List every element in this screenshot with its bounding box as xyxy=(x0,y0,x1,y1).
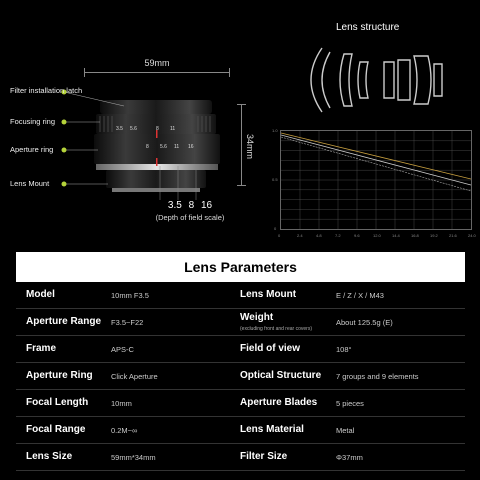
mtf-y-tick: 0.5 xyxy=(272,177,278,182)
height-dimension xyxy=(238,104,258,186)
param-label: Filter Size xyxy=(240,451,288,462)
mtf-x-tick: 7.2 xyxy=(335,233,341,238)
depth-of-field-scale xyxy=(150,200,230,222)
lens-mount xyxy=(106,170,206,188)
mtf-x-tick: 19.2 xyxy=(430,233,438,238)
param-label: Aperture Ring xyxy=(26,370,93,381)
param-value: 5 pieces xyxy=(336,399,364,408)
height-dimension-line xyxy=(241,104,242,186)
dof-label: (Depth of field scale) xyxy=(155,213,225,222)
table-row xyxy=(16,336,465,363)
width-label: 59mm xyxy=(144,58,170,68)
callout-dot xyxy=(62,182,67,187)
param-label: Aperture Blades xyxy=(240,397,318,408)
param-value: 108° xyxy=(336,345,352,354)
param-label: Field of view xyxy=(240,343,301,354)
mtf-x-tick: 16.8 xyxy=(411,233,419,238)
table-row xyxy=(16,417,465,444)
mtf-x-tick: 4.8 xyxy=(316,233,322,238)
scale-mark: 8 xyxy=(156,126,159,132)
param-value: Click Aperture xyxy=(111,372,158,381)
param-label: Focal Length xyxy=(26,397,89,408)
table-row xyxy=(16,363,465,390)
param-value: Metal xyxy=(336,426,355,435)
callout-dot xyxy=(62,120,67,125)
mtf-x-tick: 2.4 xyxy=(297,233,303,238)
scale-mark: 11 xyxy=(174,144,180,150)
lens-structure-title: Lens structure xyxy=(336,22,400,33)
param-value: 10mm F3.5 xyxy=(111,291,149,300)
param-value: 10mm xyxy=(111,399,132,408)
param-value: 59mm*34mm xyxy=(111,453,156,462)
mtf-x-tick: 0 xyxy=(278,233,281,238)
callout-aperture-ring: Aperture ring xyxy=(10,145,54,154)
param-label: Lens Material xyxy=(240,424,304,435)
callout-lens-mount: Lens Mount xyxy=(10,179,50,188)
mtf-graph xyxy=(280,130,472,230)
height-label: 34mm xyxy=(245,134,255,160)
param-value: APS-C xyxy=(111,345,134,354)
callout-filter-latch: Filter installation latch xyxy=(10,86,83,95)
scale-mark: 16 xyxy=(188,144,194,150)
param-value: 7 groups and 9 elements xyxy=(336,372,419,381)
mtf-y-tick: 0 xyxy=(274,226,277,231)
callout-dot xyxy=(62,148,67,153)
mtf-plot xyxy=(281,131,471,229)
mtf-x-tick: 21.6 xyxy=(449,233,457,238)
table-row xyxy=(16,444,465,471)
mount-flange xyxy=(112,188,200,192)
table-row xyxy=(16,390,465,417)
filter-latch-ring xyxy=(100,100,212,114)
optical-elements xyxy=(311,48,442,112)
index-mark xyxy=(156,158,158,166)
scale-mark: 8 xyxy=(146,144,149,150)
param-label: Optical Structure xyxy=(240,370,322,381)
param-label: Lens Mount xyxy=(240,289,297,300)
param-label: Lens Size xyxy=(26,451,73,462)
param-label: Focal Range xyxy=(26,424,86,435)
param-label: Weight xyxy=(240,312,274,323)
mtf-x-tick: 24.0 xyxy=(468,233,476,238)
table-row xyxy=(16,282,465,309)
param-label: Aperture Range xyxy=(26,316,102,327)
param-value: Φ37mm xyxy=(336,453,363,462)
scale-mark: 11 xyxy=(170,126,176,132)
param-value: 0.2M~∞ xyxy=(111,426,138,435)
scale-mark: 5.6 xyxy=(130,126,137,132)
mtf-x-tick: 9.6 xyxy=(354,233,360,238)
mtf-y-tick: 1.0 xyxy=(272,128,278,133)
dof-numbers: 3.5 8 16 xyxy=(167,200,213,211)
table-row xyxy=(16,309,465,336)
callout-focusing-ring: Focusing ring xyxy=(10,117,56,126)
param-value: F3.5~F22 xyxy=(111,318,144,327)
scale-mark: 3.5 xyxy=(116,126,123,132)
scale-mark: 5.6 xyxy=(160,144,167,150)
param-label: Model xyxy=(26,289,55,300)
param-value: E / Z / X / M43 xyxy=(336,291,384,300)
param-sublabel: (excluding front and rear covers) xyxy=(240,326,312,332)
mtf-x-tick: 12.0 xyxy=(373,233,381,238)
param-value: About 125.5g (E) xyxy=(336,318,393,327)
mtf-x-tick: 14.4 xyxy=(392,233,400,238)
param-label: Frame xyxy=(26,343,57,354)
table-title: Lens Parameters xyxy=(16,252,465,282)
